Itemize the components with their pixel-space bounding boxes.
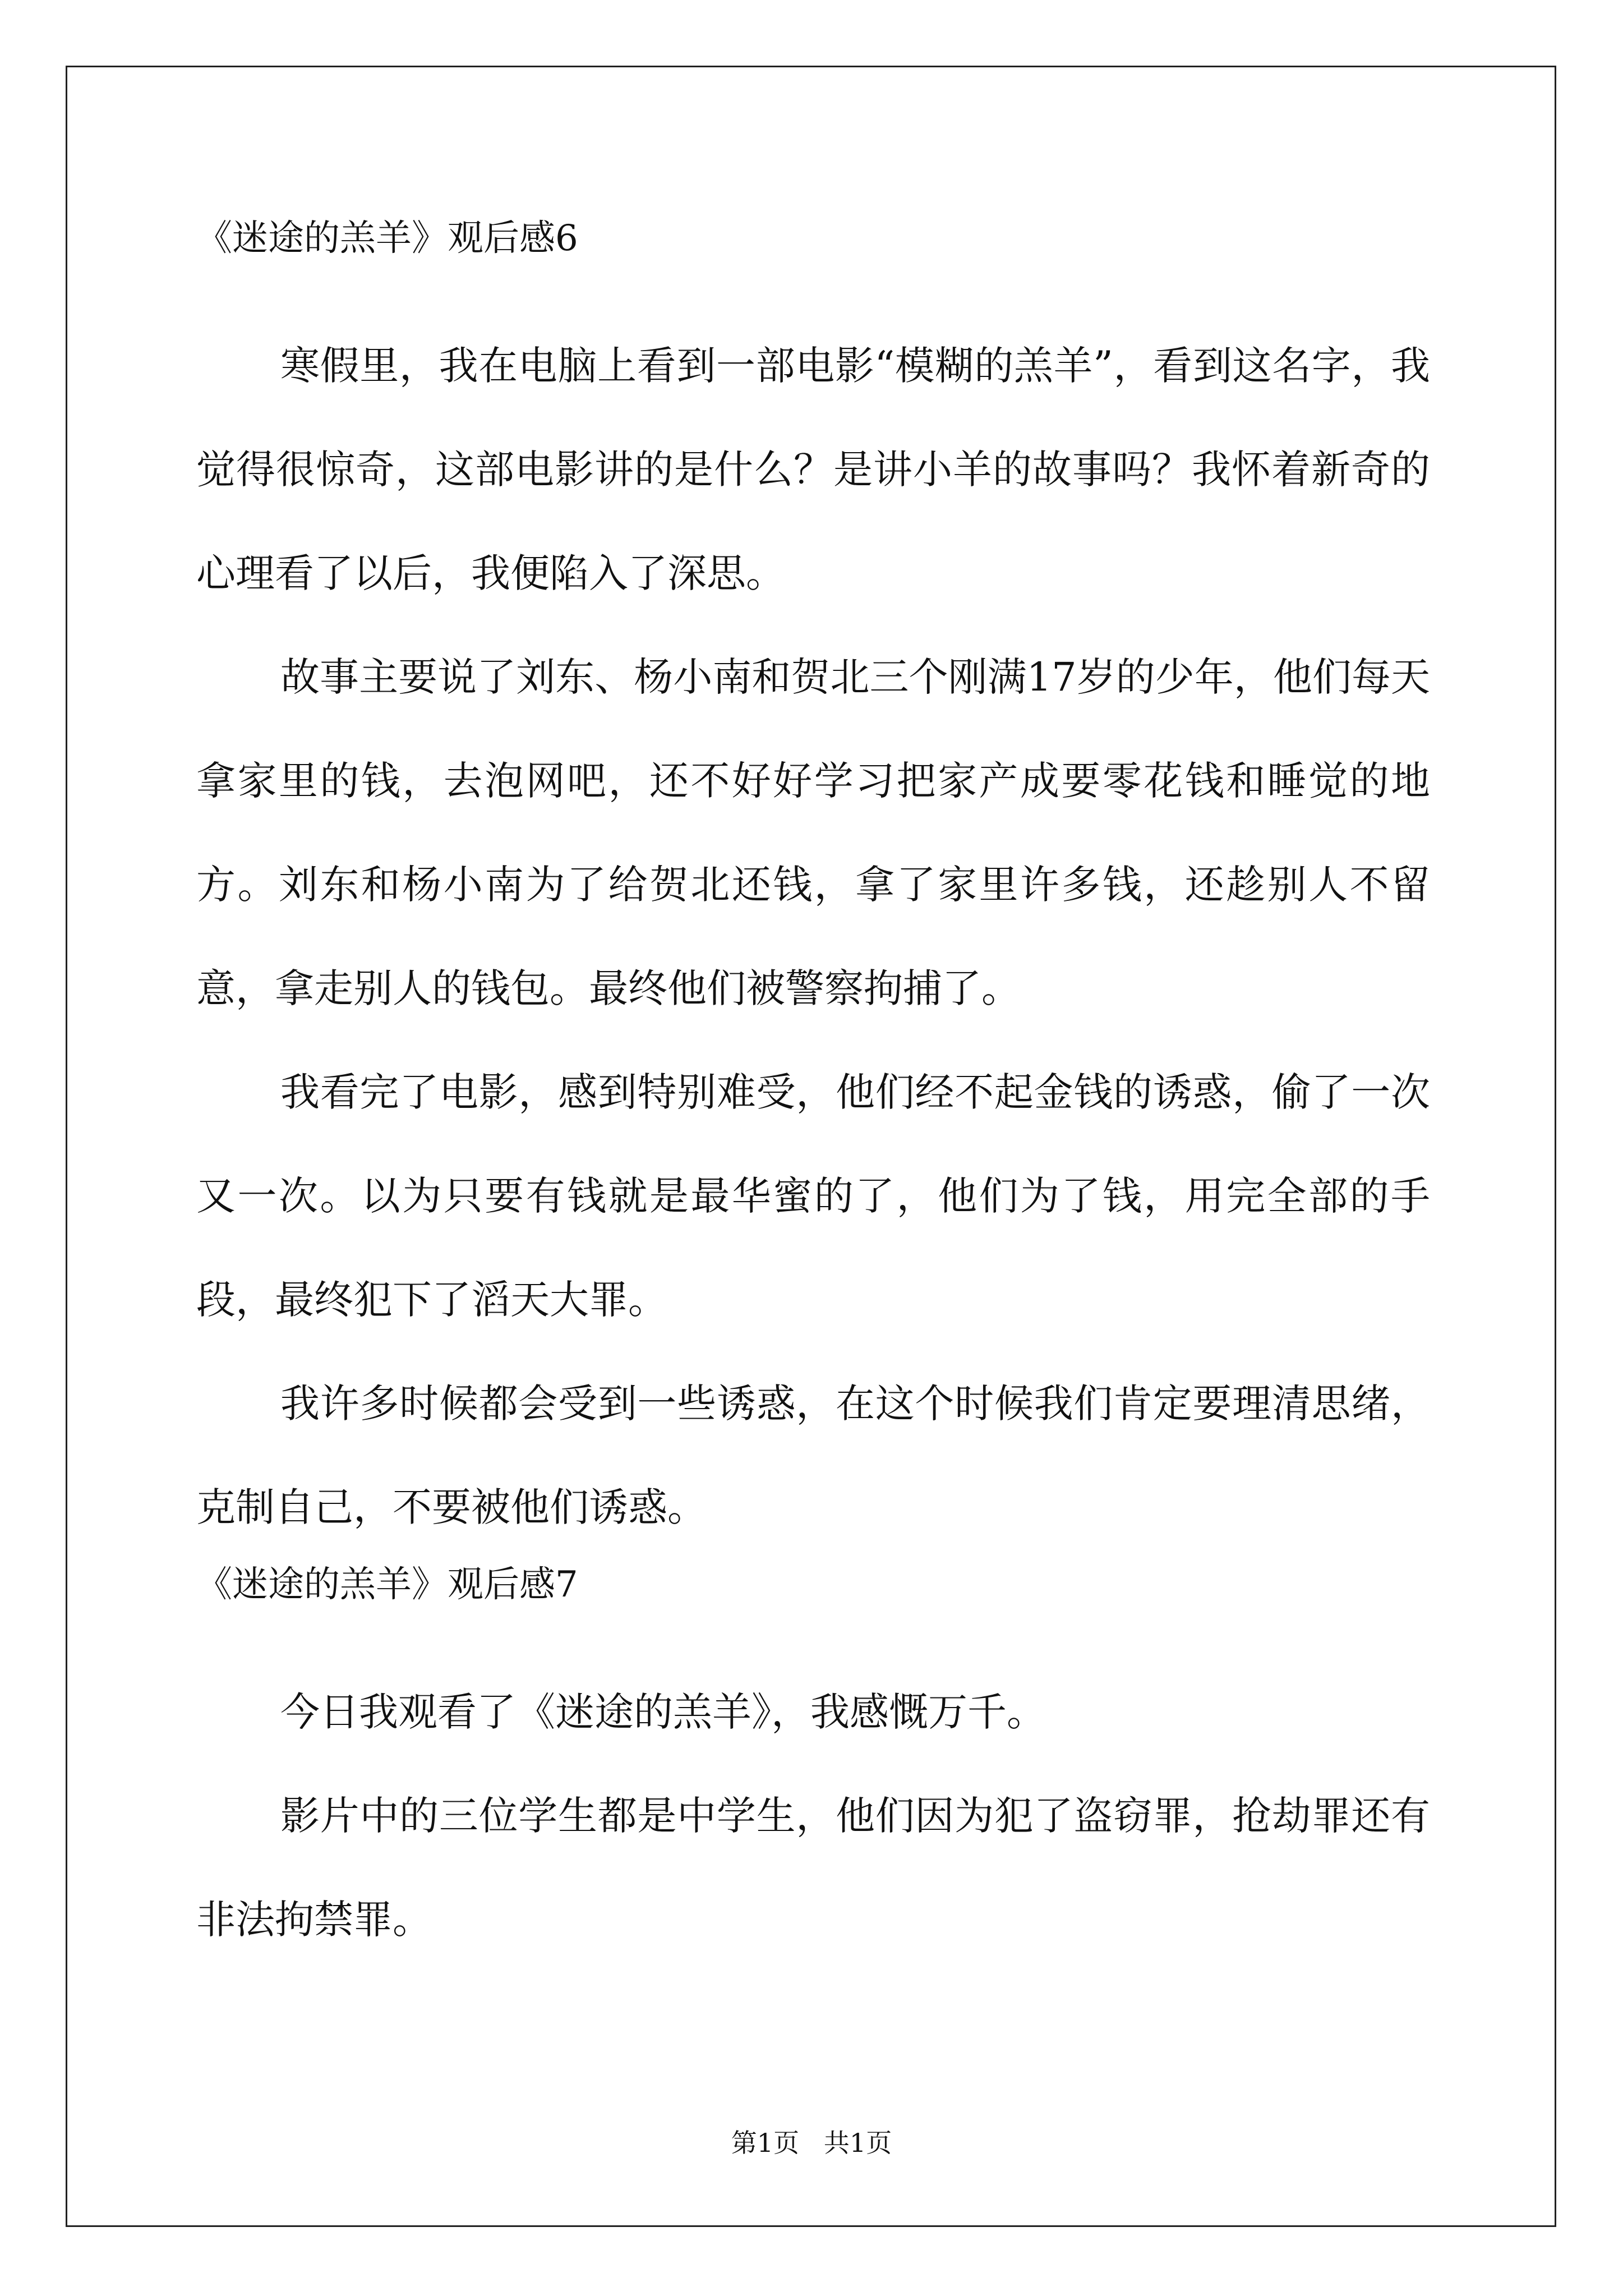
page-number-footer: 第1页 共1页 bbox=[731, 2128, 892, 2158]
section-title: 《迷途的羔羊》观后感7 bbox=[196, 1564, 578, 1605]
paragraph: 寒假里，我在电脑上看到一部电影“模糊的羔羊”，看到这名字，我觉得很惊奇，这部电影讲的是什么？是讲小羊的故事吗？我怀着新奇的心理看了以后，我便陷入了深思。 bbox=[196, 343, 1430, 596]
document-body bbox=[196, 213, 1430, 1972]
paragraph: 我看完了电影，感到特别难受，他们经不起金钱的诱惑，偷了一次又一次。以为只要有钱就是最华蜜的了，他们为了钱，用完全部的手段，最终犯下了滔天大罪。 bbox=[196, 1069, 1430, 1323]
section-7 bbox=[196, 1559, 1430, 1972]
paragraph: 今日我观看了《迷途的羔羊》，我感慨万千。 bbox=[280, 1689, 1046, 1735]
section-6 bbox=[196, 213, 1430, 1559]
paragraph: 故事主要说了刘东、杨小南和贺北三个刚满17岁的少年，他们每天拿家里的钱，去泡网吧，还不好好学习把家产成要零花钱和睡觉的地方。刘东和杨小南为了给贺北还钱，拿了家里许多钱，还趁别人不留意，拿走别人的钱包。最终他们被警察拘捕了。 bbox=[196, 654, 1430, 1011]
paragraph: 影片中的三位学生都是中学生，他们因为犯了盗窃罪，抢劫罪还有非法拘禁罪。 bbox=[196, 1793, 1430, 1943]
paragraph: 我许多时候都会受到一些诱惑，在这个时候我们肯定要理清思绪，克制自己，不要被他们诱惑。 bbox=[196, 1381, 1430, 1530]
section-title: 《迷途的羔羊》观后感6 bbox=[196, 218, 578, 259]
